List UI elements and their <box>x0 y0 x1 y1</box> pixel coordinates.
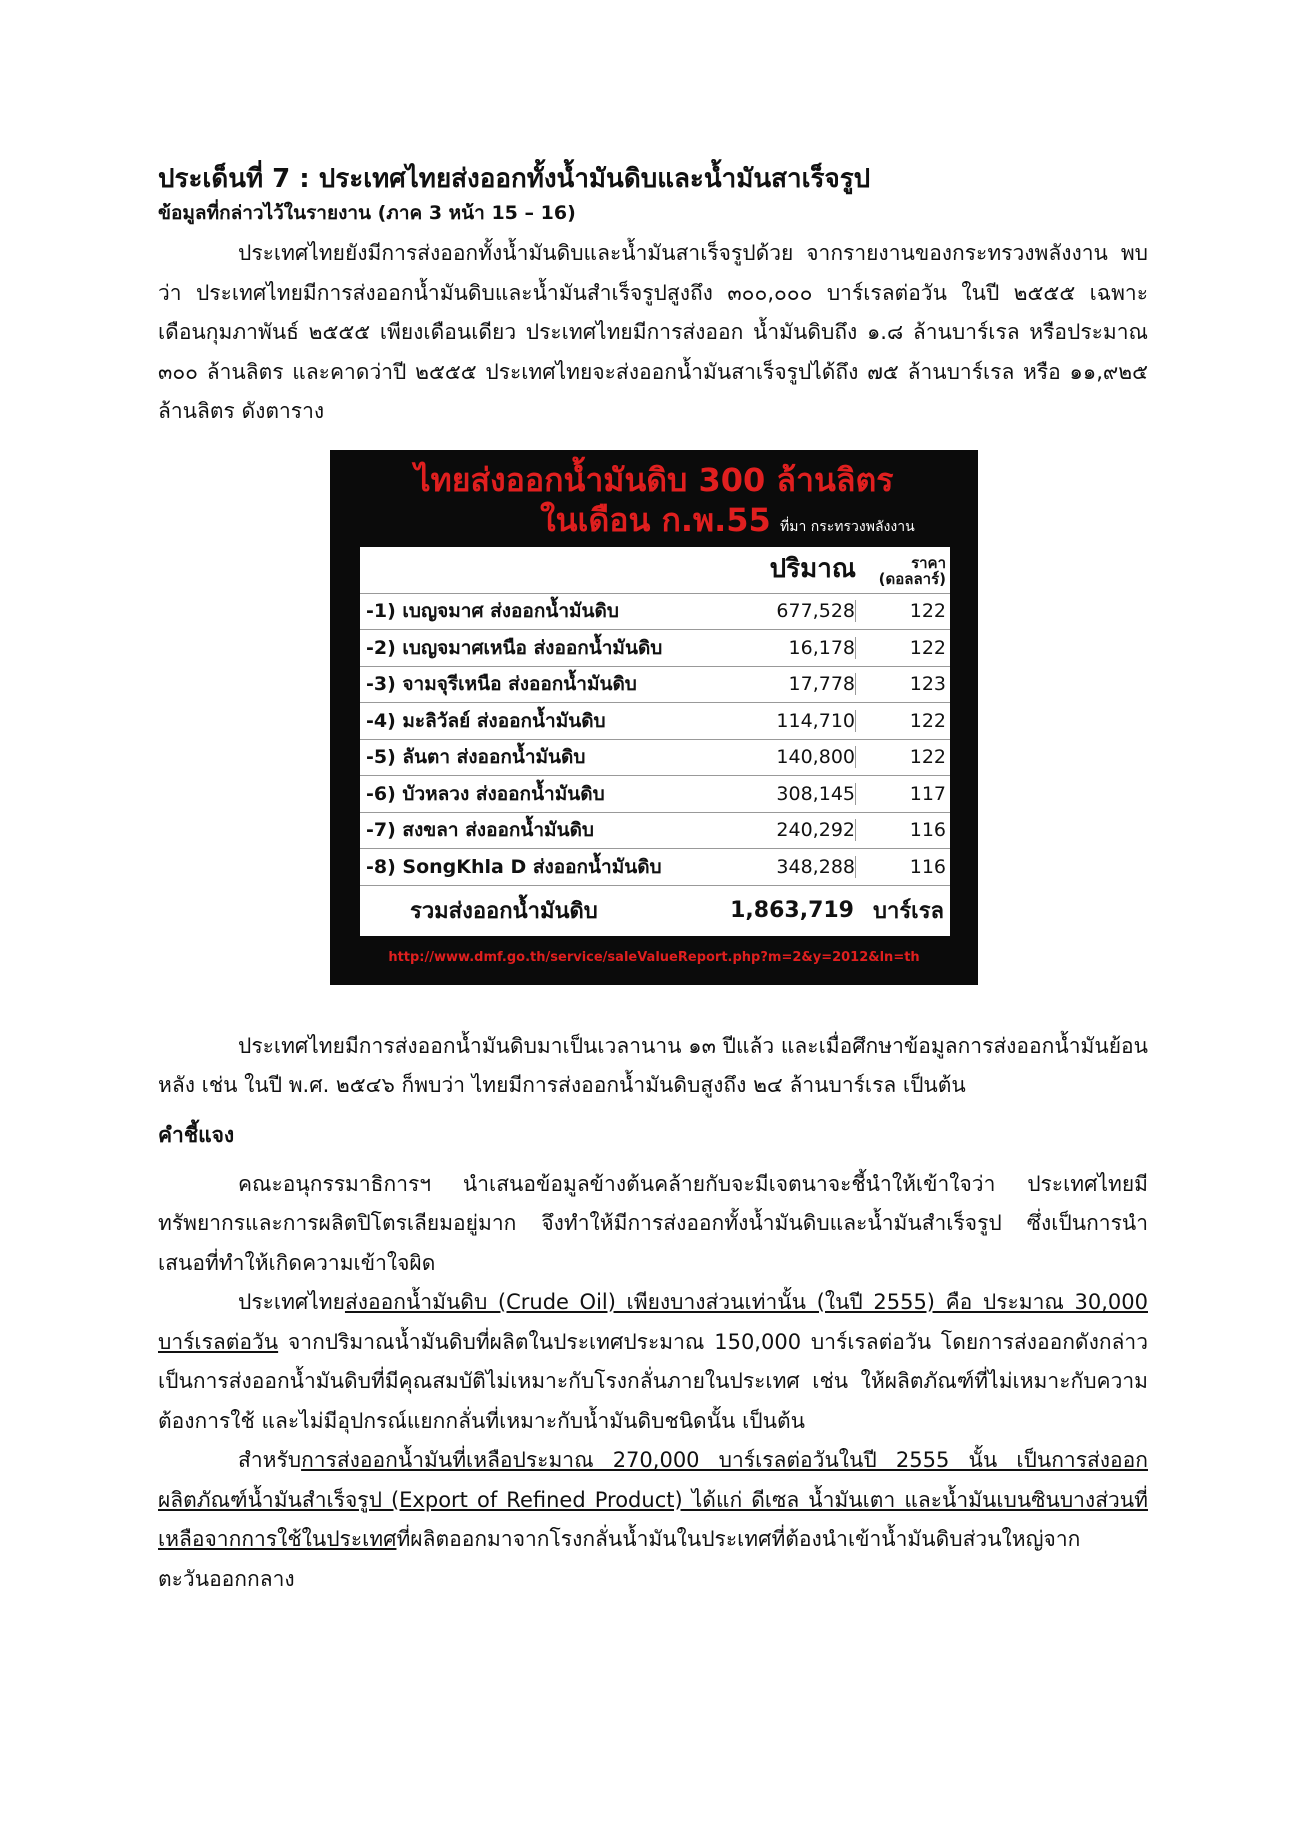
paragraph-2: ประเทศไทยมีการส่งออกน้ำมันดิบมาเป็นเวลานาน ๑๓ ปีแล้ว และเมื่อศึกษาข้อมูลการส่งออกน้ำมันย้อนหลัง เช่น ในปี พ.ศ. ๒๕๔๖ ก็พบว่า ไทยมีการส่งออกน้ำมันดิบสูงถึง ๒๔ ล้านบาร์เรล เป็นต้น <box>158 1033 1148 1097</box>
paragraph-1: ประเทศไทยยังมีการส่งออกทั้งน้ำมันดิบและน้ำมันสาเร็จรูปด้วย จากรายงานของกระทรวงพลังงาน พบว่า ประเทศไทยมีการส่งออกน้ำมันดิบและน้ำมันสำเร็จรูปสูงถึง ๓๐๐,๐๐๐ บาร์เรลต่อวัน ในปี ๒๕๕๕ เฉพาะเดือนกุมภาพันธ์ ๒๕๕๕ เพียงเดือนเดียว ประเทศไทยมีการส่งออก น้ำมันดิบถึง ๑.๘ ล้านบาร์เรล หรือประมาณ ๓๐๐ ล้านลิตร และคาดว่าปี ๒๕๕๕ ประเทศไทยจะส่งออกน้ำมันสาเร็จรูปได้ถึง ๗๕ ล้านบาร์เรล หรือ ๑๑,๙๒๕ ล้านลิตร ดังตาราง <box>158 241 1148 423</box>
section-subtitle: ข้อมูลที่กล่าวไว้ในรายงาน (ภาค 3 หน้า 15 – 16) <box>158 202 576 224</box>
section-title: ประเด็นที่ 7 : ประเทศไทยส่งออกทั้งน้ำมันดิบและน้ำมันสาเร็จรูป <box>158 164 871 194</box>
row-name: -6) บัวหลวง ส่งออกน้ำมันดิบ <box>366 782 605 805</box>
row-quantity: 114,710 <box>776 709 855 732</box>
row-name: -4) มะลิวัลย์ ส่งออกน้ำมันดิบ <box>366 709 606 732</box>
table-row <box>360 813 950 850</box>
row-name: -3) จามจุรีเหนือ ส่งออกน้ำมันดิบ <box>366 673 637 696</box>
paragraph-4-underlined: ส่งออกน้ำมันดิบ (Crude Oil) เพียงบางส่วนเท่านั้น (ในปี 2555) คือ ประมาณ 30,000 บาร์เรลต่อวัน <box>158 1290 1148 1354</box>
figure-table-body <box>360 594 950 886</box>
table-row <box>360 594 950 631</box>
paragraph-5 <box>158 1441 1148 1599</box>
row-quantity: 16,178 <box>788 636 855 659</box>
row-price: 122 <box>855 710 950 732</box>
table-row <box>360 849 950 886</box>
row-price: 122 <box>855 746 950 768</box>
quantity-column-header: ปริมาณ <box>769 553 856 584</box>
paragraph-5-underlined: การส่งออกน้ำมันที่เหลือประมาณ 270,000 บาร์เรลต่อวันในปี 2555 นั้น เป็นการส่งออกผลิตภัณฑ์น้ำมันสำเร็จรูป (Export of Refined Product) ได้แก่ ดีเซล น้ำมันเตา และน้ำมันเบนซินบางส่วนที่เหลือจากการใช้ในประเทศ <box>158 1448 1148 1551</box>
paragraph-4-rest: จากปริมาณน้ำมันดิบที่ผลิตในประเทศประมาณ 150,000 บาร์เรลต่อวัน โดยการส่งออกดังกล่าวเป็นการส่งออกน้ำมันดิบที่มีคุณสมบัติไม่เหมาะกับโรงกลั่นภายในประเทศ เช่น ให้ผลิตภัณฑ์ที่ไม่เหมาะกับความต้องการใช้ และไม่มีอุปกรณ์แยกกลั่นที่เหมาะกับน้ำมันดิบชนิดนั้น เป็นต้น <box>158 1329 1148 1433</box>
figure-source: ที่มา กระทรวงพลังงาน <box>780 518 915 535</box>
row-name: -2) เบญจมาศเหนือ ส่งออกน้ำมันดิบ <box>366 636 663 659</box>
table-row <box>360 630 950 667</box>
figure-title-line2: ในเดือน ก.พ.55 <box>540 500 771 539</box>
document-page <box>158 160 1148 1599</box>
total-value: 1,863,719 <box>730 898 854 923</box>
figure-table-header <box>360 547 950 594</box>
row-quantity: 308,145 <box>776 782 855 805</box>
row-quantity: 17,778 <box>788 673 855 696</box>
row-price: 116 <box>855 819 950 841</box>
row-name: -5) ลันตา ส่งออกน้ำมันดิบ <box>366 746 586 769</box>
clarification-heading: คำชี้แจง <box>158 1122 235 1147</box>
paragraph-4-lead: ประเทศไทย <box>238 1290 345 1314</box>
figure-title-line1: ไทยส่งออกน้ำมันดิบ 300 ล้านลิตร <box>414 460 894 499</box>
export-table-image <box>330 450 978 985</box>
row-price: 116 <box>855 856 950 878</box>
total-unit: บาร์เรล <box>873 899 944 924</box>
figure-table <box>360 547 950 936</box>
row-quantity: 348,288 <box>776 855 855 878</box>
figure-source-url: http://www.dmf.go.th/service/saleValueReport.php?m=2&y=2012&ln=th <box>388 949 920 965</box>
row-quantity: 140,800 <box>776 746 855 769</box>
row-name: -1) เบญจมาศ ส่งออกน้ำมันดิบ <box>366 600 619 623</box>
table-row <box>360 667 950 704</box>
row-price: 122 <box>855 637 950 659</box>
paragraph-4 <box>158 1283 1148 1441</box>
total-label: รวมส่งออกน้ำมันดิบ <box>410 899 598 924</box>
paragraph-3: คณะอนุกรรมาธิการฯ นำเสนอข้อมูลข้างต้นคล้ายกับจะมีเจตนาจะชี้นำให้เข้าใจว่า ประเทศไทยมีทรัพยากรและการผลิตปิโตรเลียมอยู่มาก จึงทำให้มีการส่งออกทั้งน้ำมันดิบและน้ำมันสำเร็จรูป ซึ่งเป็นการนำเสนอที่ทำให้เกิดความเข้าใจผิด <box>158 1171 1148 1275</box>
paragraph-5-lead: สำหรับ <box>238 1448 302 1472</box>
table-row <box>360 740 950 777</box>
row-price: 117 <box>855 783 950 805</box>
paragraph-5-rest: ที่ผลิตออกมาจากโรงกลั่นน้ำมันในประเทศที่ต้องนำเข้าน้ำมันดิบส่วนใหญ่จากตะวันออกกลาง <box>158 1527 1081 1591</box>
row-quantity: 677,528 <box>776 600 855 623</box>
row-name: -7) สงขลา ส่งออกน้ำมันดิบ <box>366 819 594 842</box>
table-row <box>360 776 950 813</box>
price-column-header: ราคา (ดอลลาร์) <box>878 553 946 588</box>
row-price: 123 <box>855 673 950 695</box>
figure-total-row <box>360 886 950 936</box>
table-row <box>360 703 950 740</box>
row-name: -8) SongKhla D ส่งออกน้ำมันดิบ <box>366 855 662 878</box>
row-price: 122 <box>855 600 950 622</box>
row-quantity: 240,292 <box>776 819 855 842</box>
